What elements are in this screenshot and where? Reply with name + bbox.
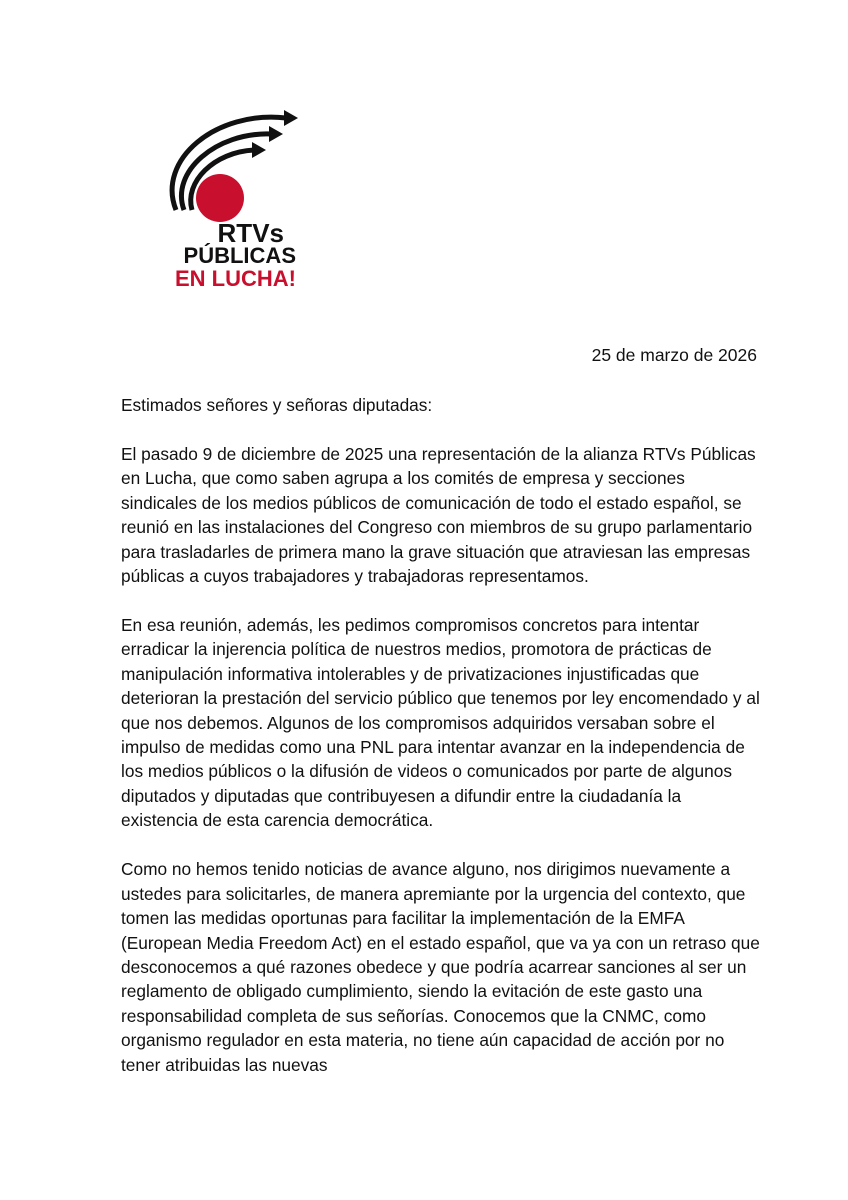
rtvs-publicas-en-lucha-logo <box>136 100 316 300</box>
letter-paragraph: En esa reunión, además, les pedimos compromisos concretos para intentar erradicar la injerencia política de nuestros medios, promotora de prácticas de manipulación informativa intolerables y de privatizaciones injustificadas que deterioran la prestación del servicio público que tenemos por ley encomendado y al que nos debemos. Algunos de los compromisos adquiridos versaban sobre el impulso de medidas como una PNL para intentar avanzar en la independencia de los medios públicos o la difusión de videos o comunicados por parte de algunos diputados y diputadas que contribuyesen a difundir entre la ciudadanía la existencia de esta carencia democrática. <box>121 615 760 831</box>
letter-date: 25 de marzo de 2026 <box>591 345 757 365</box>
letter-body <box>121 393 761 1102</box>
letter-paragraph: Como no hemos tenido noticias de avance alguno, nos dirigimos nuevamente a ustedes para solicitarles, de manera apremiante por la urgencia del contexto, que tomen las medidas oportunas para facilitar la implementación de la EMFA (European Media Freedom Act) en el estado español, que va ya con un retraso que desconocemos a qué razones obedece y que podría acarrear sanciones al ser un reglamento de obligado cumplimiento, siendo la evitación de este gasto una responsabilidad completa de sus señorías. Conocemos que la CNMC, como organismo regulador en esta materia, no tiene aún capacidad de acción por no tener atribuidas las nuevas <box>121 859 760 1075</box>
letter-salutation: Estimados señores y señoras diputadas: <box>121 395 433 415</box>
logo-line1: RTVs <box>217 218 284 248</box>
letter-paragraph: El pasado 9 de diciembre de 2025 una representación de la alianza RTVs Públicas en Lucha, que como saben agrupa a los comités de empresa y secciones sindicales de los medios públicos de comunicación de todo el estado español, se reunió en las instalaciones del Congreso con miembros de su grupo parlamentario para trasladarles de primera mano la grave situación que atraviesan las empresas públicas a cuyos trabajadores y trabajadoras representamos. <box>121 444 756 587</box>
broadcast-logo-icon <box>136 100 316 300</box>
logo-line2: PÚBLICAS <box>183 243 296 268</box>
logo-line3: EN LUCHA! <box>175 266 296 291</box>
